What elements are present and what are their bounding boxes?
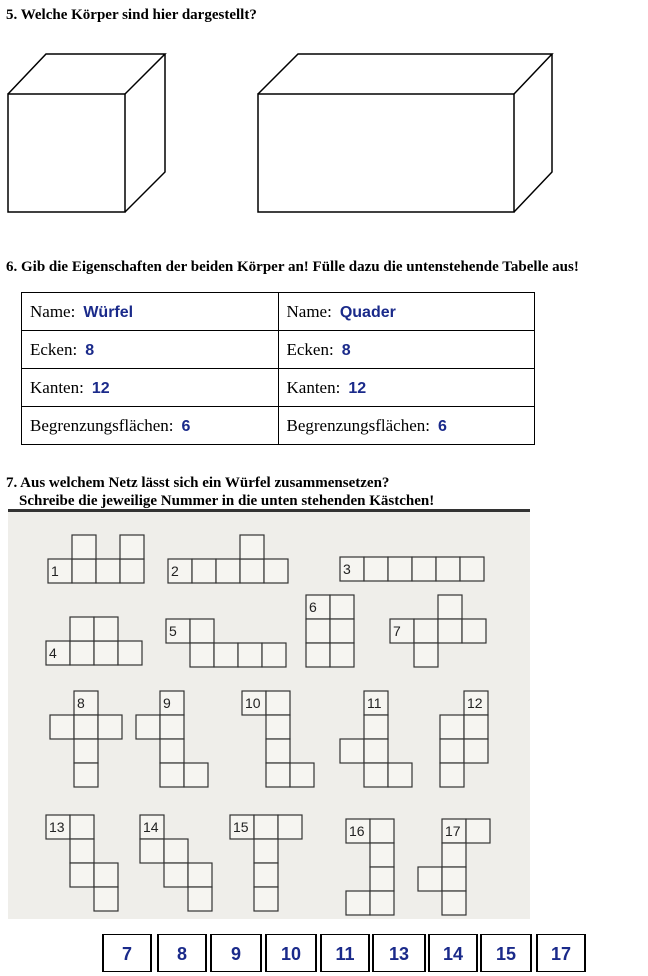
net-square bbox=[418, 867, 442, 891]
cube-net-6 bbox=[306, 595, 354, 667]
net-square bbox=[240, 559, 264, 583]
cell-answer: 8 bbox=[341, 341, 351, 359]
cube-net-8 bbox=[50, 691, 122, 787]
net-square bbox=[306, 643, 330, 667]
net-square bbox=[278, 815, 302, 839]
cube-net-3 bbox=[340, 557, 484, 581]
net-square bbox=[442, 867, 466, 891]
question-5-title: 5. Welche Körper sind hier dargestellt? bbox=[6, 7, 257, 23]
net-number-label: 13 bbox=[49, 819, 65, 835]
table-row bbox=[22, 369, 535, 407]
net-square bbox=[164, 863, 188, 887]
net-square bbox=[266, 715, 290, 739]
question-7-line1: 7. Aus welchem Netz lässt sich ein Würfel zusammensetzen? bbox=[6, 475, 390, 491]
net-square bbox=[364, 715, 388, 739]
net-number-label: 3 bbox=[343, 561, 351, 577]
properties-table bbox=[21, 292, 535, 445]
answer-box[interactable]: 7 bbox=[102, 934, 152, 972]
cell-answer: 12 bbox=[348, 379, 367, 397]
net-square bbox=[74, 763, 98, 787]
nets-drawing bbox=[8, 509, 530, 919]
cell-label: Name: bbox=[30, 301, 76, 321]
net-square bbox=[190, 619, 214, 643]
cuboid-drawing bbox=[258, 54, 552, 212]
question-7-line2: Schreibe die jeweilige Nummer in die unten stehenden Kästchen! bbox=[19, 493, 435, 509]
net-square bbox=[442, 843, 466, 867]
cube-net-14 bbox=[140, 815, 212, 911]
net-square bbox=[190, 643, 214, 667]
cube-drawing bbox=[8, 54, 165, 212]
net-square bbox=[254, 839, 278, 863]
net-number-label: 9 bbox=[163, 695, 171, 711]
net-square bbox=[94, 641, 118, 665]
cell-answer: 8 bbox=[85, 341, 95, 359]
net-square bbox=[72, 559, 96, 583]
net-number-label: 16 bbox=[349, 823, 365, 839]
net-square bbox=[388, 557, 412, 581]
net-square bbox=[370, 891, 394, 915]
table-cell[interactable] bbox=[278, 331, 535, 369]
cell-label: Begrenzungsflächen: bbox=[286, 415, 430, 435]
net-square bbox=[264, 559, 288, 583]
cell-label: Begrenzungsflächen: bbox=[30, 415, 174, 435]
cell-answer: 12 bbox=[91, 379, 110, 397]
net-square bbox=[160, 763, 184, 787]
net-square bbox=[364, 557, 388, 581]
net-number-label: 6 bbox=[309, 599, 317, 615]
cube-net-15 bbox=[230, 815, 302, 911]
net-square bbox=[70, 863, 94, 887]
net-square bbox=[192, 559, 216, 583]
net-square bbox=[442, 891, 466, 915]
net-square bbox=[70, 815, 94, 839]
cell-label: Name: bbox=[286, 301, 332, 321]
net-square bbox=[438, 595, 462, 619]
net-square bbox=[240, 535, 264, 559]
net-number-label: 11 bbox=[367, 695, 382, 711]
net-square bbox=[364, 739, 388, 763]
table-cell[interactable] bbox=[22, 369, 279, 407]
net-square bbox=[412, 557, 436, 581]
net-number-label: 10 bbox=[245, 695, 261, 711]
net-square bbox=[364, 763, 388, 787]
table-row bbox=[22, 331, 535, 369]
net-square bbox=[438, 619, 462, 643]
net-square bbox=[94, 863, 118, 887]
net-square bbox=[74, 739, 98, 763]
table-cell[interactable] bbox=[22, 331, 279, 369]
net-square bbox=[164, 839, 188, 863]
net-square bbox=[94, 887, 118, 911]
cube-net-5 bbox=[166, 619, 286, 667]
net-square bbox=[254, 863, 278, 887]
net-square bbox=[370, 843, 394, 867]
net-square bbox=[136, 715, 160, 739]
net-square bbox=[440, 739, 464, 763]
cube-net-4 bbox=[46, 617, 142, 665]
cube-net-9 bbox=[136, 691, 208, 787]
net-square bbox=[414, 619, 438, 643]
net-square bbox=[120, 535, 144, 559]
net-square bbox=[72, 535, 96, 559]
answer-box[interactable]: 9 bbox=[210, 934, 262, 972]
net-square bbox=[214, 643, 238, 667]
net-square bbox=[440, 715, 464, 739]
net-square bbox=[254, 815, 278, 839]
net-square bbox=[254, 887, 278, 911]
net-square bbox=[306, 619, 330, 643]
net-square bbox=[140, 839, 164, 863]
table-cell[interactable] bbox=[278, 369, 535, 407]
net-square bbox=[118, 641, 142, 665]
net-square bbox=[330, 619, 354, 643]
net-square bbox=[188, 887, 212, 911]
net-square bbox=[462, 619, 486, 643]
net-square bbox=[266, 691, 290, 715]
cube-net-2 bbox=[168, 535, 288, 583]
net-square bbox=[330, 643, 354, 667]
net-square bbox=[464, 739, 488, 763]
cell-label: Kanten: bbox=[30, 377, 84, 397]
net-number-label: 17 bbox=[445, 823, 461, 839]
answer-box[interactable]: 17 bbox=[536, 934, 586, 972]
cube-net-10 bbox=[242, 691, 314, 787]
answer-box[interactable]: 13 bbox=[372, 934, 426, 972]
net-number-label: 14 bbox=[143, 819, 159, 835]
table-cell[interactable] bbox=[22, 293, 279, 331]
net-square bbox=[262, 643, 286, 667]
cube-net-13 bbox=[46, 815, 118, 911]
net-number-label: 2 bbox=[171, 563, 179, 579]
table-row bbox=[22, 407, 535, 445]
table-row bbox=[22, 293, 535, 331]
net-number-label: 15 bbox=[233, 819, 249, 835]
net-square bbox=[184, 763, 208, 787]
net-number-label: 5 bbox=[169, 623, 177, 639]
cell-label: Ecken: bbox=[286, 339, 334, 359]
net-number-label: 7 bbox=[393, 623, 401, 639]
question-7-title bbox=[6, 474, 434, 510]
net-square bbox=[460, 557, 484, 581]
net-square bbox=[436, 557, 460, 581]
table-cell[interactable] bbox=[278, 407, 535, 445]
net-square bbox=[266, 763, 290, 787]
net-square bbox=[70, 839, 94, 863]
cube-net-12 bbox=[440, 691, 488, 787]
cell-answer: Quader bbox=[339, 303, 396, 321]
table-cell[interactable] bbox=[22, 407, 279, 445]
net-square bbox=[120, 559, 144, 583]
net-square bbox=[74, 715, 98, 739]
net-square bbox=[96, 559, 120, 583]
net-square bbox=[216, 559, 240, 583]
net-square bbox=[330, 595, 354, 619]
net-square bbox=[94, 617, 118, 641]
cube-net-11 bbox=[340, 691, 412, 787]
net-square bbox=[266, 739, 290, 763]
answer-box[interactable]: 8 bbox=[157, 934, 207, 972]
answer-box[interactable]: 10 bbox=[265, 934, 317, 972]
cell-label: Ecken: bbox=[30, 339, 78, 359]
table-cell[interactable] bbox=[278, 293, 535, 331]
net-square bbox=[440, 763, 464, 787]
question-6-title: 6. Gib die Eigenschaften der beiden Körper an! Fülle dazu die untenstehende Tabelle aus! bbox=[6, 259, 579, 275]
net-square bbox=[160, 739, 184, 763]
net-square bbox=[98, 715, 122, 739]
net-number-label: 4 bbox=[49, 645, 57, 661]
net-square bbox=[466, 819, 490, 843]
net-square bbox=[238, 643, 262, 667]
net-number-label: 12 bbox=[467, 695, 483, 711]
cube-net-7 bbox=[390, 595, 486, 667]
net-square bbox=[346, 891, 370, 915]
cube-net-1 bbox=[48, 535, 144, 583]
net-square bbox=[290, 763, 314, 787]
solids-drawing bbox=[0, 48, 648, 218]
net-number-label: 1 bbox=[51, 563, 59, 579]
net-square bbox=[70, 641, 94, 665]
answer-box[interactable]: 14 bbox=[428, 934, 478, 972]
cube-net-17 bbox=[418, 819, 490, 915]
net-square bbox=[464, 715, 488, 739]
net-square bbox=[370, 867, 394, 891]
cell-answer: 6 bbox=[181, 417, 191, 435]
answer-box[interactable]: 11 bbox=[320, 934, 370, 972]
answer-box[interactable]: 15 bbox=[480, 934, 532, 972]
net-square bbox=[340, 739, 364, 763]
net-square bbox=[388, 763, 412, 787]
net-number-label: 8 bbox=[77, 695, 85, 711]
cube-net-16 bbox=[346, 819, 394, 915]
net-square bbox=[160, 715, 184, 739]
cell-label: Kanten: bbox=[286, 377, 341, 397]
net-square bbox=[50, 715, 74, 739]
net-square bbox=[414, 643, 438, 667]
cell-answer: 6 bbox=[438, 417, 447, 435]
net-square bbox=[370, 819, 394, 843]
net-square bbox=[188, 863, 212, 887]
cube-nets-scan bbox=[8, 509, 530, 919]
cell-answer: Würfel bbox=[83, 303, 134, 321]
net-square bbox=[70, 617, 94, 641]
